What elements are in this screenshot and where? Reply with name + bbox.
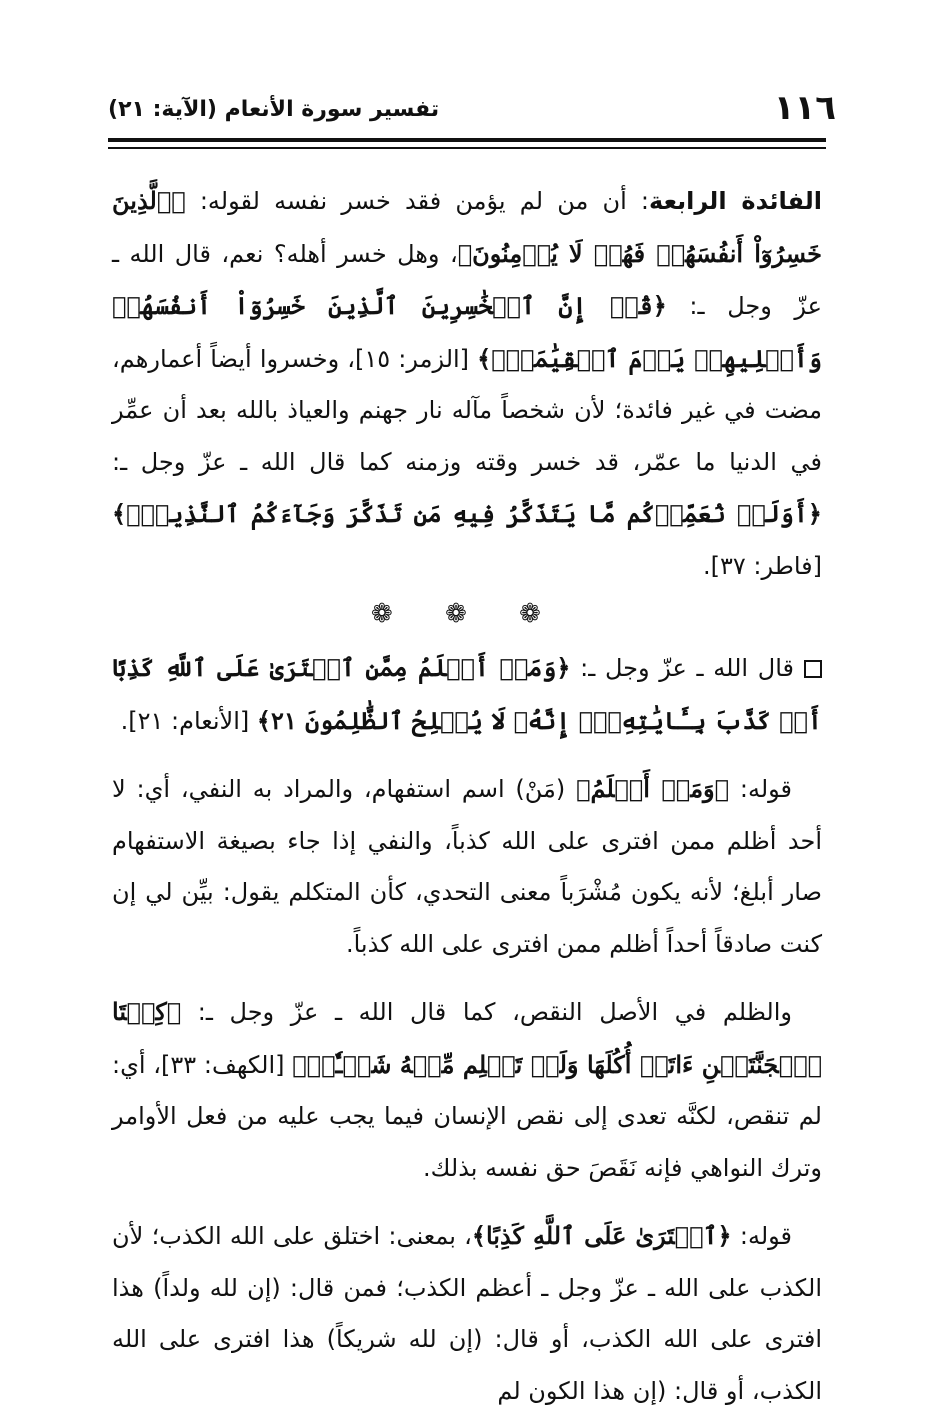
text-span: [فاطر: ٣٧]. [703, 551, 822, 580]
verse-paragraph [112, 642, 822, 747]
paragraph-commentary-2 [112, 986, 822, 1194]
text-span: والظلم في الأصل النقص، كما قال الله ـ عزّ وجل ـ: [181, 998, 792, 1026]
header-rule-thick [108, 138, 826, 142]
text-span: (مَنْ) اسم استفهام، والمراد به النفي، أي: لا أحد أظلم ممن افترى على الله كذباً، والنفي إذا جاء بصيغة الاستفهام صار أبلغ؛ لأنه يكون مُشْرَباً معنى التحدي، كأن المتكلم يقول: بيِّن لي إن كنت صادقاً أحداً أظلم ممن افترى على الله كذباً. [112, 775, 822, 958]
text-span: قوله: [731, 1222, 793, 1250]
running-title: تفسير سورة الأنعام (الآية: ٢١) [108, 97, 440, 122]
text-span: ، بمعنى: اختلق على الله الكذب؛ لأن الكذب على الله ـ عزّ وجل ـ أعظم الكذب؛ فمن قال: (إن لله ولداً) هذا افترى على الله الكذب، أو قال: (إن لله شريكاً) هذا افترى على الله الكذب، أو قال: (إن هذا الكون لم [112, 1222, 822, 1405]
text-span: قوله: [729, 775, 792, 803]
quran-quote: ﴿أَوَلَمۡ نُعَمِّرۡكُم مَّا يَتَذَكَّرُ فِيهِ مَن تَذَكَّرَ وَجَآءَكُمُ ٱلنَّذِيرُۖ﴾ [112, 499, 822, 528]
text-span: [الأنعام: ٢١]. [120, 706, 257, 735]
text-span: قال الله ـ عزّ وجل ـ: [570, 654, 795, 682]
section-separator: ❁ ❁ ❁ [371, 599, 563, 629]
text-span: [الكهف: ٣٣]، أي: لم تنقص، لكنَّه تعدى إلى نقص الإنسان فيما يجب عليه من فعل الأوامر وترك النواهي فإنه نَقَصَ حق نفسه بذلك. [112, 1050, 822, 1182]
page-number: ١١٦ [773, 88, 836, 128]
text-span: [الزمر: ١٥]، وخسروا أيضاً أعمارهم، مضت في غير فائدة؛ لأن شخصاً مآله نار جهنم والعياذ بالله بعد أن عمِّر في الدنيا ما عمّر، قد خسر وقته وزمنه كما قال الله ـ عزّ وجل ـ: [112, 344, 822, 476]
quran-verse: ﴿وَمَنۡ أَظۡلَمُ مِمَّنِ ٱفۡتَرَىٰ عَلَى ٱللَّهِ كَذِبًا أَوۡ كَذَّبَ بِـَٔايَٰتِهِۦٓۚ إِنَّهُۥ لَا يُفۡلِحُ ٱلظَّٰلِمُونَ ٢١﴾ [112, 653, 822, 735]
paragraph-fourth-benefit [112, 175, 822, 592]
body-text [112, 175, 822, 1417]
paragraph-commentary-1 [112, 763, 822, 970]
quran-quote: ﴿قُلۡ إِنَّ ٱلۡخَٰسِرِينَ ٱلَّذِينَ خَسِرُوٓاْ أَنفُسَهُمۡ وَأَهۡلِيهِمۡ يَوۡمَ ٱلۡقِيَٰمَةِۗ﴾ [112, 291, 822, 373]
paragraph-commentary-3 [112, 1210, 822, 1417]
page-header [108, 88, 836, 132]
verse-marker-box [804, 660, 822, 678]
text-span: ، وهل خسر أهله؟ نعم، قال الله ـ عزّ وجل ـ: [112, 239, 822, 320]
quran-quote: ﴿ٱفۡتَرَىٰ عَلَى ٱللَّهِ كَذِبًا﴾ [471, 1221, 732, 1250]
benefit-heading: الفائدة الرابعة [649, 187, 822, 215]
quran-quote: ﴿كِلۡتَا ٱلۡجَنَّتَيۡنِ ءَاتَتۡ أُكُلَهَا وَلَمۡ تَظۡلِم مِّنۡهُ شَيۡـٔٗاۚ﴾ [112, 997, 823, 1079]
text-span: : أن من لم يؤمن فقد خسر نفسه لقوله: [185, 187, 650, 215]
quran-quote: ﴿ٱلَّذِينَ خَسِرُوٓاْ أَنفُسَهُمۡ فَهُمۡ لَا يُؤۡمِنُونَ﴾ [112, 186, 822, 268]
quran-quote: ﴿وَمَنۡ أَظۡلَمُ﴾ [576, 774, 730, 803]
header-rule-thin [108, 147, 826, 149]
